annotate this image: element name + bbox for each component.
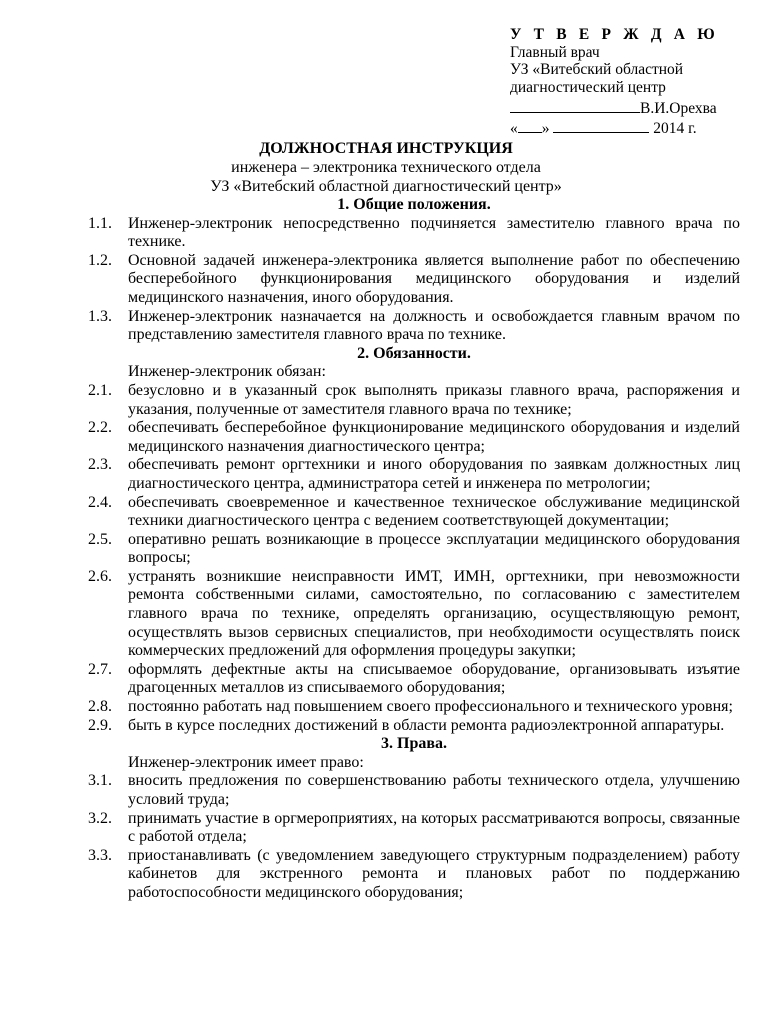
list-item — [88, 661, 740, 698]
approval-block — [510, 26, 760, 138]
approval-date-line — [510, 118, 760, 138]
list-item — [88, 568, 740, 661]
section-heading: 2. Обязанности. — [357, 344, 471, 362]
item-number: 2.6. — [88, 567, 112, 585]
day-blank — [518, 118, 542, 133]
item-number: 1.1. — [88, 214, 112, 232]
item-number: 2.1. — [88, 381, 112, 399]
date-close-quote: » — [541, 119, 550, 137]
item-text: устранять возникшие неисправности ИМТ, ИМН, оргтехники, при невозможности ремонта собственными силами, самостоятельно, по согласованию с заместителем главного врача по технике, определять организацию, осуществляющую ремонт, осуществлять вызов сервисных специалистов, при необходимости осуществлять поиск коммерческих предложений для оформления процедуры закупки; — [128, 567, 740, 660]
date-open-quote: « — [510, 119, 518, 137]
approval-signer-name: В.И.Орехва — [640, 100, 717, 118]
list-item — [88, 772, 740, 809]
list-item — [88, 382, 740, 419]
list-item — [88, 419, 740, 456]
list-item — [88, 698, 740, 717]
item-text: безусловно и в указанный срок выполнять приказы главного врача, распоряжения и указания, полученные от заместителя главного врача по технике; — [128, 381, 740, 418]
item-number: 2.7. — [88, 660, 112, 678]
list-item — [88, 252, 740, 308]
item-text: Основной задачей инженера-электроника является выполнение работ по обеспечению бесперебойного функционирования медицинского оборудования и изделий медицинского назначения, иного оборудования. — [128, 251, 740, 306]
item-text: обеспечивать ремонт оргтехники и иного оборудования по заявкам должностных лиц диагностического центра, администратора сетей и инженера по метрологии; — [128, 456, 740, 492]
item-text: Инженер-электроник назначается на должность и освобождается главным врачом по представлению заместителя главного врача по технике. — [128, 307, 740, 344]
item-text: постоянно работать над повышением своего профессионального и технического уровня; — [128, 698, 733, 716]
approval-year: 2014 г. — [653, 119, 697, 137]
list-item — [88, 494, 740, 531]
section-intro: Инженер-электроник имеет право: — [128, 753, 364, 771]
item-number: 2.9. — [88, 716, 112, 734]
document-subtitle-organization: УЗ «Витебский областной диагностический центр» — [210, 178, 562, 195]
item-number: 1.3. — [88, 307, 112, 325]
list-item — [88, 456, 740, 493]
approval-heading: У Т В Е Р Ж Д А Ю — [510, 26, 719, 43]
list-item — [88, 717, 740, 736]
item-text: быть в курсе последних достижений в области ремонта радиоэлектронной аппаратуры. — [128, 716, 725, 734]
list-item — [88, 810, 740, 847]
approval-organization-line2: диагностический центр — [510, 78, 666, 96]
item-text: обеспечивать своевременное и качественное техническое обслуживание медицинской техники диагностического центра с ведением соответствующей документации; — [128, 493, 740, 530]
item-text: обеспечивать бесперебойное функционирование медицинского оборудования и изделий медицинского назначения диагностического центра; — [128, 419, 740, 455]
item-number: 2.3. — [88, 456, 112, 474]
document-subtitle-position: инженера – электроника технического отдела — [231, 159, 541, 176]
list-item — [88, 847, 740, 903]
signature-blank — [510, 98, 640, 113]
item-number: 3.1. — [88, 772, 112, 790]
document-title-block — [80, 139, 692, 196]
item-number: 2.5. — [88, 530, 112, 548]
list-item — [88, 531, 740, 568]
document-title: ДОЛЖНОСТНАЯ ИНСТРУКЦИЯ — [259, 140, 513, 157]
item-number: 2.8. — [88, 698, 112, 716]
approval-signature-line — [510, 98, 760, 118]
section-heading: 3. Права. — [381, 735, 447, 753]
item-text: Инженер-электроник непосредственно подчиняется заместителю главного врача по технике. — [128, 214, 740, 251]
month-blank — [553, 118, 649, 133]
item-text: принимать участие в оргмероприятиях, на которых рассматриваются вопросы, связанные с работой отдела; — [128, 809, 740, 846]
item-text: приостанавливать (с уведомлением заведующего структурным подразделением) работу кабинетов для экстренного ремонта и плановых работ по поддержанию работоспособности медицинского оборудования; — [128, 846, 740, 901]
item-number: 3.2. — [88, 809, 112, 827]
list-item — [88, 308, 740, 345]
item-number: 1.2. — [88, 251, 112, 269]
section-heading: 1. Общие положения. — [337, 196, 491, 213]
section-intro: Инженер-электроник обязан: — [128, 363, 326, 381]
item-number: 2.2. — [88, 419, 112, 437]
item-text: оформлять дефектные акты на списываемое оборудование, организовывать изъятие драгоценных металлов из списываемого оборудования; — [128, 660, 740, 697]
item-number: 2.4. — [88, 493, 112, 511]
approval-organization-line1: УЗ «Витебский областной — [510, 61, 684, 79]
item-text: вносить предложения по совершенствованию работы технического отдела, улучшению условий труда; — [128, 772, 740, 808]
approval-position: Главный врач — [510, 43, 600, 61]
item-number: 3.3. — [88, 846, 112, 864]
document-body — [88, 196, 740, 903]
list-item — [88, 215, 740, 252]
item-text: оперативно решать возникающие в процессе эксплуатации медицинского оборудования вопросы; — [128, 530, 740, 567]
